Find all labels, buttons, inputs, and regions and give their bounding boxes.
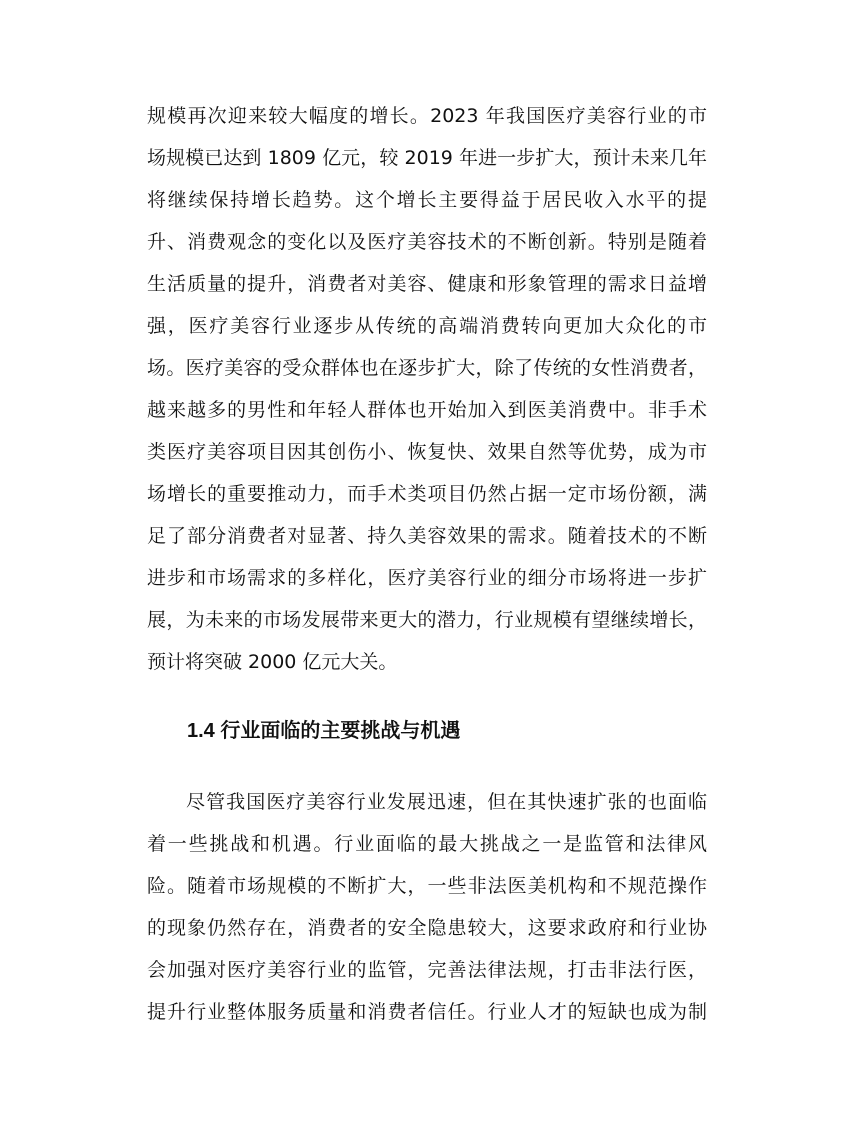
text-line: 场规模已达到 1809 亿元，较 2019 年进一步扩大，预计未来几年 (147, 147, 707, 169)
text-line: 险。随着市场规模的不断扩大，一些非法医美机构和不规范操作 (147, 875, 707, 897)
text-line: 规模再次迎来较大幅度的增长。2023 年我国医疗美容行业的市 (147, 105, 707, 127)
text-line: 升、消费观念的变化以及医疗美容技术的不断创新。特别是随着 (147, 231, 707, 253)
text-line: 展，为未来的市场发展带来更大的潜力，行业规模有望继续增长， (147, 609, 707, 631)
text-line: 强，医疗美容行业逐步从传统的高端消费转向更加大众化的市 (147, 315, 707, 337)
section-heading: 1.4 行业面临的主要挑战与机遇 (187, 720, 461, 742)
text-line: 类医疗美容项目因其创伤小、恢复快、效果自然等优势，成为市 (147, 441, 707, 463)
text-line: 场。医疗美容的受众群体也在逐步扩大，除了传统的女性消费者， (147, 357, 707, 379)
text-line: 将继续保持增长趋势。这个增长主要得益于居民收入水平的提 (147, 189, 707, 211)
text-line: 场增长的重要推动力，而手术类项目仍然占据一定市场份额，满 (147, 483, 707, 505)
text-line: 尽管我国医疗美容行业发展迅速，但在其快速扩张的也面临 (186, 791, 707, 813)
text-line: 生活质量的提升，消费者对美容、健康和形象管理的需求日益增 (147, 273, 707, 295)
text-line: 进步和市场需求的多样化，医疗美容行业的细分市场将进一步扩 (147, 567, 707, 589)
text-line: 着一些挑战和机遇。行业面临的最大挑战之一是监管和法律风 (147, 833, 707, 855)
text-line: 预计将突破 2000 亿元大关。 (147, 651, 398, 673)
text-line: 的现象仍然存在，消费者的安全隐患较大，这要求政府和行业协 (147, 917, 707, 939)
text-line: 提升行业整体服务质量和消费者信任。行业人才的短缺也成为制 (147, 1001, 707, 1023)
text-line: 会加强对医疗美容行业的监管，完善法律法规，打击非法行医， (147, 959, 707, 981)
text-line: 足了部分消费者对显著、持久美容效果的需求。随着技术的不断 (147, 525, 707, 547)
text-line: 越来越多的男性和年轻人群体也开始加入到医美消费中。非手术 (147, 399, 707, 421)
